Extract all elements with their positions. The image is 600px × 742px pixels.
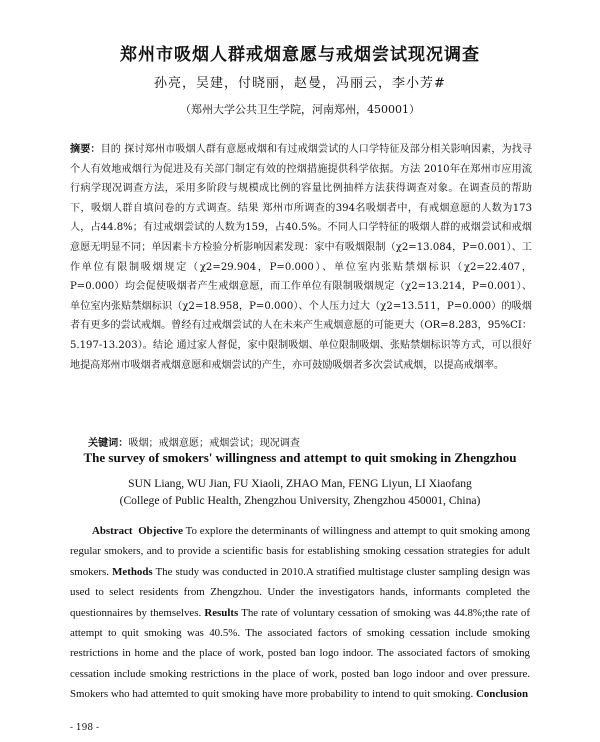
results-text-en: The rate of voluntary cessation of smoking was 44.8%;the rate of attempt to quit smoking was 40.5%. The associated factors of smoking cessation include smoking restrictions in home and the place of work, posted ban logo indoor. The associated factors of smoking cessation include smoking restrictions in the place of work, posted ban logo indoor and over pressure. Smokers who had attemted to quit smoking have more probability to intend to quit smoking. [70,606,530,701]
results-label-en: Results [204,606,239,619]
methods-text-en: The study was conducted in 2010.A stratified multistage cluster sampling design was used to select residents from Zhengzhou. Under the investigators hands, informants completed the questionnaires by themselves. [70,565,530,619]
objective-label-en: Objective [138,525,183,537]
methods-label-en: Methods [112,565,153,578]
abstract-en [70,521,530,705]
affiliation-cn: （郑州大学公共卫生学院，河南郑州，450001） [180,103,420,116]
page-number: - 198 - [70,723,99,733]
keywords-label-cn: 关键词： [88,438,129,449]
abstract-label-cn: 摘要： [70,144,101,155]
authors-en: SUN Liang, WU Jian, FU Xiaoli, ZHAO Man, FENG Liyun, LI Xiaofang [128,477,472,490]
authors-cn: 孙亮，吴建，付晓丽，赵曼，冯丽云，李小芳# [154,76,446,91]
paper-title-cn: 郑州市吸烟人群戒烟意愿与戒烟尝试现况调查 [120,45,480,65]
paper-title-en: The survey of smokers' willingness and attempt to quit smoking in Zhengzhou [83,450,517,465]
keywords-text-cn: 吸烟；戒烟意愿；戒烟尝试；现况调查 [128,438,300,449]
abstract-text-cn: 目的 探讨郑州市吸烟人群有意愿戒烟和有过戒烟尝试的人口学特征及部分相关影响因素，为找寻个人有效地戒烟行为促进及有关部门制定有效的控烟措施提供科学依据。方法 2010年在郑州市应用流行病学现况调查方法，采用多阶段与规模成比例的容量比例抽样方法获得调查对象。在调查员的帮助下，吸烟人群自填问卷的方式调查。结果 郑州市所调查的394名吸烟者中，有戒烟意愿的人数为173人，占44.8%；有过戒烟尝试的人数为159，占40.5%。不同人口学特征的吸烟人群的戒烟尝试和戒烟意愿无明显不同；单因素卡方检验分析影响因素发现：家中有吸烟限制（χ2=13.084，P=0.001）、工作单位有限制吸烟规定（χ2=29.904，P=0.000）、单位室内张贴禁烟标识（χ2=22.407，P=0.000）均会促使吸烟者产生戒烟意愿，而工作单位有限制吸烟规定（χ2=13.214，P=0.001）、单位室内张贴禁烟标识（χ2=18.958，P=0.000）、个人压力过大（χ2=13.511，P=0.000）的吸烟者有更多的尝试戒烟。曾经有过戒烟尝试的人在未来产生戒烟意愿的可能更大（OR=8.283，95%CI：5.197-13.203）。结论 通过家人督促，家中限制吸烟、单位限制吸烟、张贴禁烟标识等方式，可以很好地提高郑州市吸烟者戒烟意愿和戒烟尝试的产生，亦可鼓励吸烟者多次尝试戒烟，以提高戒烟率。 [70,144,532,371]
affiliation-en: (College of Public Health, Zhengzhou University, Zhengzhou 450001, China) [119,494,481,507]
keywords-cn [88,434,300,449]
abstract-cn [70,140,532,375]
abstract-label-en: Abstract [92,525,133,537]
conclusion-label-en: Conclusion [475,688,529,701]
objective-text-en: To explore the determinants of willingness and attempt to quit smoking among regular smokers, and to provide a scientific basis for establishing smoking cessation strategies for adult smokers. [70,525,530,578]
